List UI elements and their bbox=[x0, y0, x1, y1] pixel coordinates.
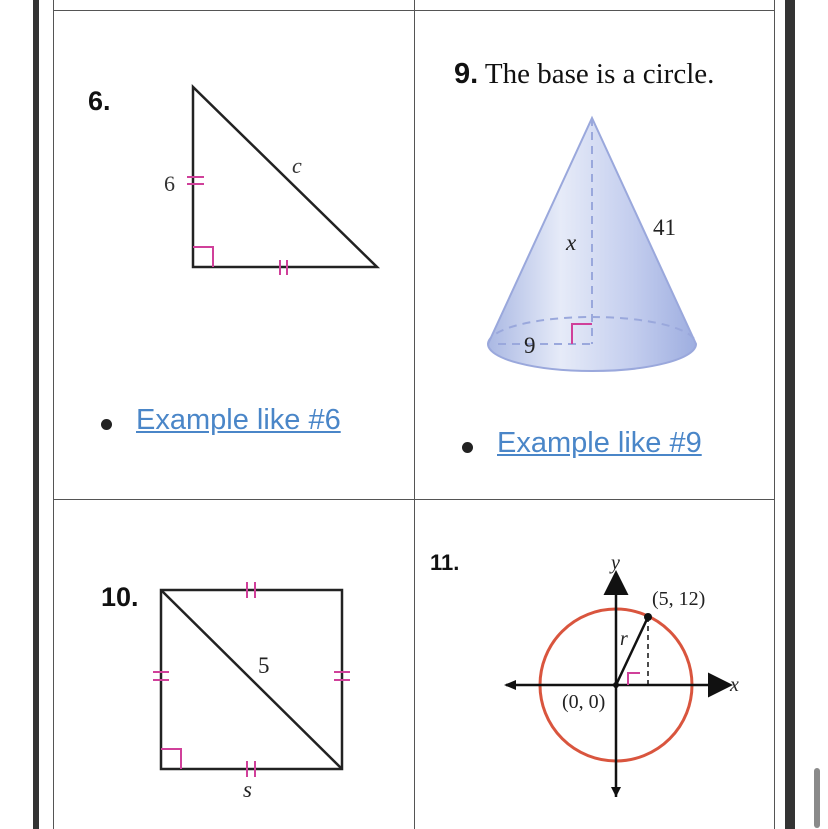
diagonal-label: 5 bbox=[258, 653, 270, 678]
table-border-left bbox=[53, 0, 54, 829]
list-bullet bbox=[101, 419, 112, 430]
point-label: (5, 12) bbox=[652, 588, 706, 610]
example-link-9[interactable]: Example like #9 bbox=[497, 427, 702, 459]
radius-label: 9 bbox=[524, 333, 536, 358]
cone-figure bbox=[480, 110, 710, 380]
x-axis-label: x bbox=[730, 674, 739, 696]
slant-label: 41 bbox=[653, 215, 676, 240]
height-label: x bbox=[566, 230, 577, 255]
table-border-right bbox=[774, 0, 775, 829]
square-figure bbox=[140, 575, 370, 805]
problem-caption bbox=[454, 58, 714, 91]
caption-text: The base is a circle. bbox=[484, 58, 715, 90]
origin-label: (0, 0) bbox=[562, 691, 606, 713]
hypotenuse-label: c bbox=[292, 153, 302, 178]
radius-label: r bbox=[620, 628, 628, 650]
page-frame-right bbox=[785, 0, 795, 829]
example-link-6[interactable]: Example like #6 bbox=[136, 404, 341, 436]
problem-number: 10. bbox=[101, 582, 139, 612]
circle-coordinate-figure bbox=[500, 545, 760, 805]
table-border-top bbox=[53, 10, 775, 11]
problem-number: 11. bbox=[430, 550, 460, 575]
problem-number: 6. bbox=[88, 86, 111, 116]
scrollbar-thumb[interactable] bbox=[814, 768, 820, 828]
y-axis-label: y bbox=[611, 552, 620, 574]
table-border-middle bbox=[414, 0, 415, 829]
list-bullet bbox=[462, 442, 473, 453]
right-triangle-figure bbox=[150, 80, 390, 280]
page-frame-left bbox=[33, 0, 39, 829]
side-label: 6 bbox=[164, 171, 175, 196]
side-label: s bbox=[243, 777, 252, 802]
problem-number: 9. bbox=[454, 58, 479, 90]
table-row-divider bbox=[53, 499, 775, 500]
